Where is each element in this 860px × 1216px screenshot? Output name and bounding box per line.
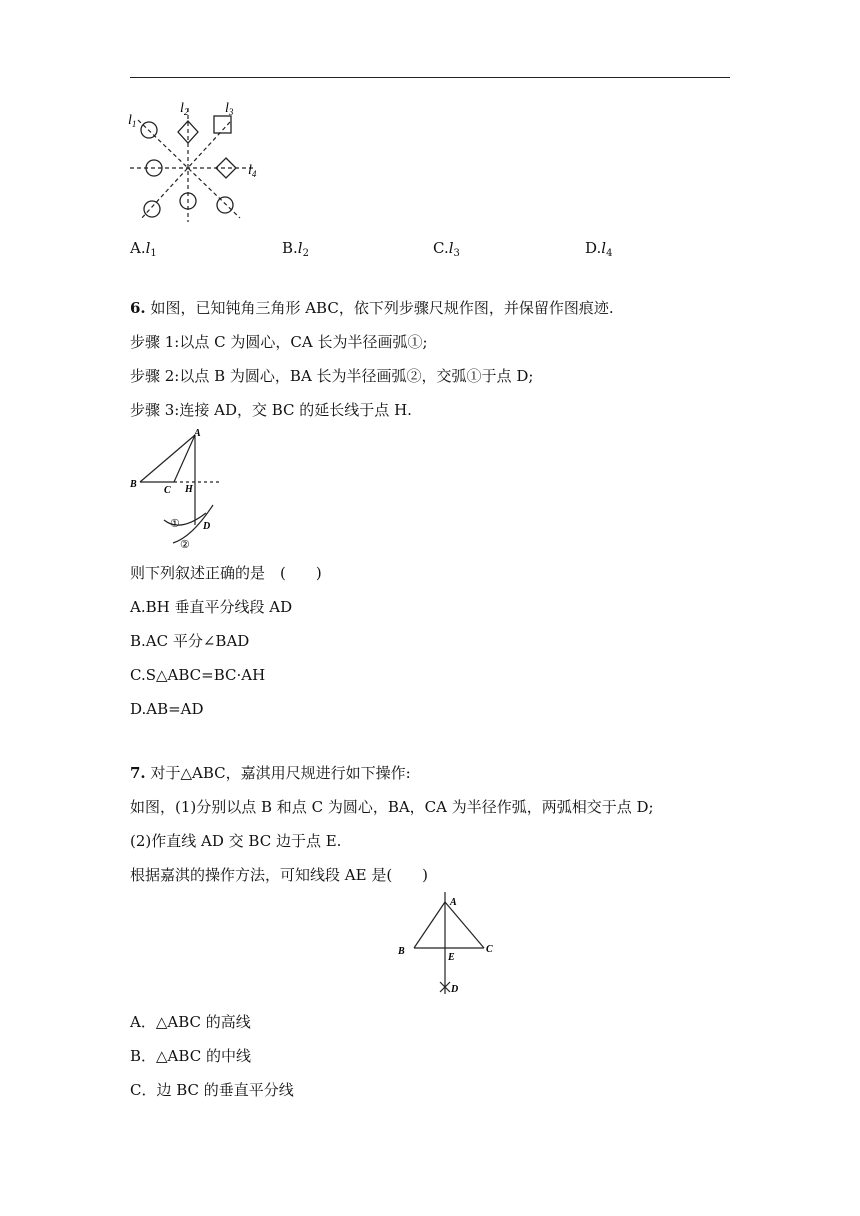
q6-label-arc2: ② bbox=[180, 539, 190, 551]
q5-option-a[interactable]: $A.l_1$ bbox=[130, 239, 157, 259]
q7-option-b[interactable]: B．△ABC 的中线 bbox=[130, 1047, 251, 1065]
q6-option-b[interactable]: B.AC 平分∠BAD bbox=[130, 632, 250, 650]
q6-option-c[interactable]: C.S△ABC=BC·AH bbox=[130, 666, 266, 684]
q5-label-l1: $l_1$ bbox=[128, 113, 137, 129]
q6-label-a: A bbox=[194, 428, 201, 439]
q7-label-e: E bbox=[448, 952, 455, 963]
q7-question: 根据嘉淇的操作方法，可知线段 AE 是( ) bbox=[130, 866, 429, 884]
q7-stem: 7. 对于△ABC，嘉淇用尺规进行如下操作: bbox=[130, 764, 411, 782]
header-rule bbox=[130, 77, 730, 78]
q6-label-d: D bbox=[203, 521, 211, 532]
q6-label-b: B bbox=[130, 479, 137, 490]
q6-label-h: H bbox=[185, 484, 193, 495]
q6-option-d[interactable]: D.AB=AD bbox=[130, 700, 204, 718]
q7-label-b: B bbox=[398, 946, 405, 957]
q5-symmetry-figure bbox=[128, 100, 263, 225]
q5-label-l2: $l_2$ bbox=[180, 101, 189, 117]
q6-construction-figure bbox=[128, 425, 228, 553]
q6-label-arc1: ① bbox=[170, 518, 180, 530]
q7-label-c: C bbox=[486, 944, 493, 955]
q5-option-c[interactable]: $C.l_3$ bbox=[433, 239, 460, 259]
q6-stem: 6. 如图，已知钝角三角形 ABC，依下列步骤尺规作图，并保留作图痕迹. bbox=[130, 299, 614, 317]
q5-label-l3: $l_3$ bbox=[225, 101, 234, 117]
q7-label-d: D bbox=[451, 984, 459, 995]
q5-option-b[interactable]: $B.l_2$ bbox=[282, 239, 309, 259]
q7-option-a[interactable]: A．△ABC 的高线 bbox=[130, 1013, 251, 1031]
q7-line2: 如图，(1)分别以点 B 和点 C 为圆心，BA，CA 为半径作弧，两弧相交于点 D; bbox=[130, 798, 654, 816]
q7-construction-figure bbox=[396, 890, 500, 1002]
q7-option-c[interactable]: C．边 BC 的垂直平分线 bbox=[130, 1081, 294, 1099]
q6-option-a[interactable]: A.BH 垂直平分线段 AD bbox=[130, 598, 293, 616]
q6-question: 则下列叙述正确的是 ( ) bbox=[130, 564, 322, 582]
q6-step3: 步骤 3:连接 AD，交 BC 的延长线于点 H. bbox=[130, 401, 412, 419]
q7-line3: (2)作直线 AD 交 BC 边于点 E. bbox=[130, 832, 342, 850]
q6-label-c: C bbox=[164, 485, 171, 496]
q5-option-d[interactable]: $D.l_4$ bbox=[585, 239, 613, 259]
q7-label-a: A bbox=[450, 897, 457, 908]
q6-step1: 步骤 1:以点 C 为圆心，CA 长为半径画弧①; bbox=[130, 333, 428, 351]
q5-label-l4: $l_4$ bbox=[248, 163, 257, 179]
q6-step2: 步骤 2:以点 B 为圆心，BA 长为半径画弧②，交弧①于点 D; bbox=[130, 367, 534, 385]
